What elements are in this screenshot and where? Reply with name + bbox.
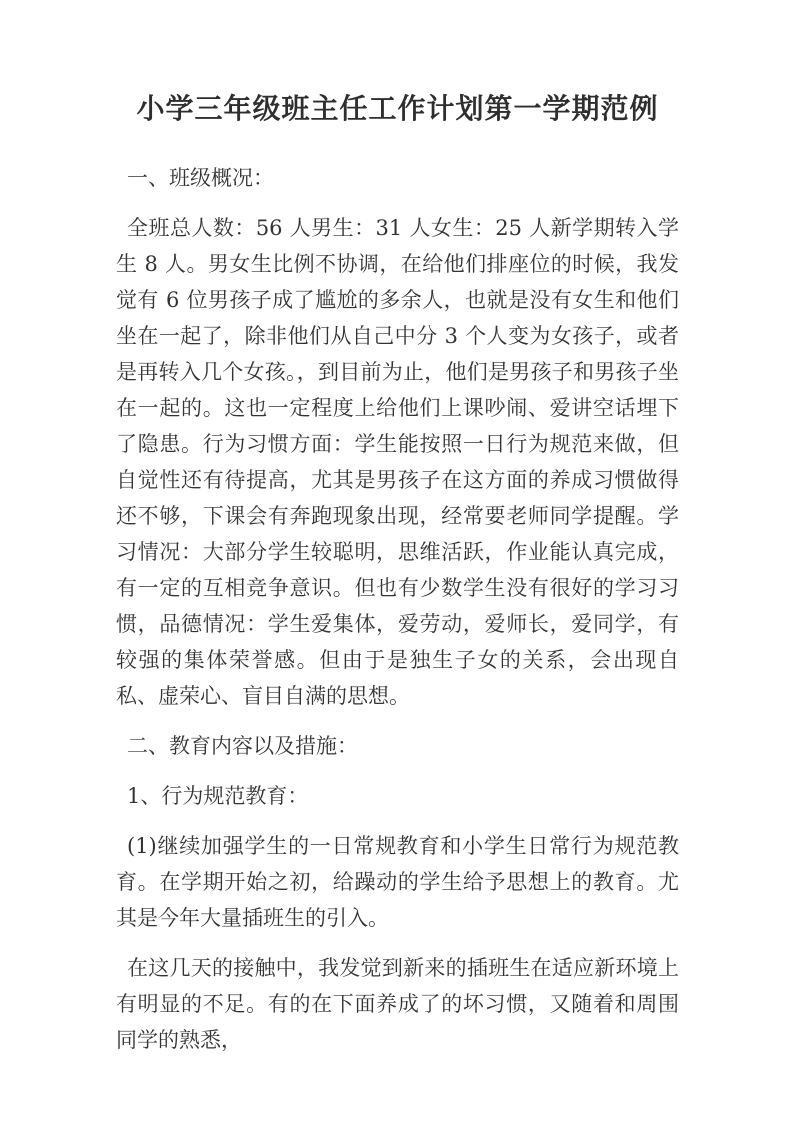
paragraph-transfer-students: 在这几天的接触中，我发觉到新来的插班生在适应新环境上有明显的不足。有的在下面养成了的坏习惯，又随着和周围同学的熟悉， <box>116 956 679 1052</box>
section-heading-class-overview: 一、班级概况： <box>127 166 274 190</box>
paragraph-behavior-education-item1: (1)继续加强学生的一日常规教育和小学生日常行为规范教育。在学期开始之初，给躁动的学生给予思想上的教育。尤其是今年大量插班生的引入。 <box>116 834 679 930</box>
document-title: 小学三年级班主任工作计划第一学期范例 <box>136 92 659 125</box>
paragraph-class-overview: 全班总人数：56 人男生：31 人女生：25 人新学期转入学生 8 人。男女生比例不协调，在给他们排座位的时候，我发觉有 6 位男孩子成了尴尬的多余人，也就是没有女生和他们坐在一起了，除非他们从自己中分 3 个人变为女孩子，或者是再转入几个女孩。，到目前为止，他们是男孩子和男孩子坐在一起的。这也一定程度上给他们上课吵闹、爱讲空话埋下了隐患。行为习惯方面：学生能按照一日行为规范来做，但自觉性还有待提高，尤其是男孩子在这方面的养成习惯做得还不够，下课会有奔跑现象出现，经常要老师同学提醒。学习情况：大部分学生较聪明，思维活跃，作业能认真完成，有一定的互相竞争意识。但也有少数学生没有很好的学习习惯，品德情况：学生爱集体，爱劳动，爱师长，爱同学，有较强的集体荣誉感。但由于是独生子女的关系，会出现自私、虚荣心、盲目自满的思想。 <box>116 216 679 708</box>
section-heading-education-measures: 二、教育内容以及措施： <box>127 734 358 758</box>
subsection-heading-behavior-education: 1、行为规范教育： <box>127 784 309 808</box>
